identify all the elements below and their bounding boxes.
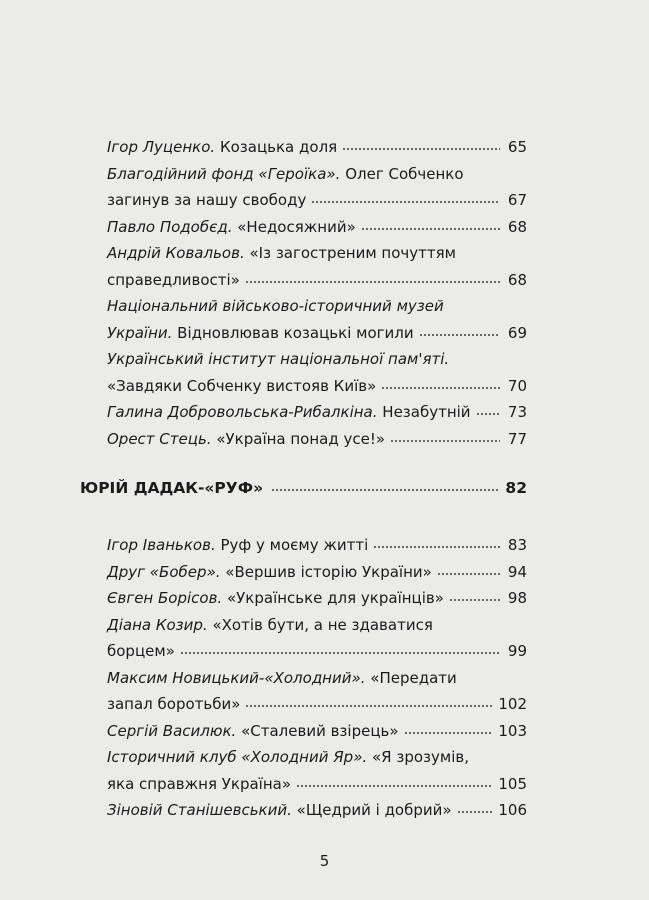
entry-title: Незабутній [377,403,471,421]
dot-leader [381,386,500,390]
dot-leader [437,572,500,576]
toc-entry [107,585,527,612]
entry-text [107,532,368,559]
toc-line [107,373,527,400]
entry-page-number: 94 [507,562,527,581]
entry-author: Галина Добровольська-Рибалкіна. [107,403,378,421]
toc-entry [107,559,527,586]
toc-line [107,267,527,294]
entry-author: Андрій Ковальов. [107,244,245,262]
toc-line [107,240,527,267]
toc-line [107,214,527,241]
entry-author: Зіновій Станішевський. [107,801,292,819]
entry-author: Євген Борісов. [107,589,223,607]
toc-entry [107,293,527,346]
toc-entry [107,665,527,718]
entry-text [107,585,444,612]
entry-title: запал боротьби» [107,695,241,713]
entry-text [107,293,444,320]
entry-text [107,612,433,639]
entry-title: Козацька доля [215,138,338,156]
toc-entry [107,718,527,745]
entry-page-number: 67 [507,191,527,209]
entry-author: Український інститут національної пам'яті. [107,350,450,368]
entry-text [107,399,471,426]
entry-page-number: 99 [507,642,527,660]
toc-entry [107,532,527,559]
entry-text [107,320,414,347]
toc-entry [107,744,527,797]
entry-title: Руф у моєму житті [215,536,369,554]
section-title: ЮРІЙ ДАДАК-«РУФ» [80,479,264,497]
entry-page-number: 70 [507,376,527,395]
toc-line [107,426,527,453]
entry-title: загинув за нашу свободу [107,191,307,209]
entry-author: Діана Козир. [107,615,208,634]
entry-text [107,426,385,453]
dot-leader [296,784,493,788]
entry-title: «Українське для українців» [222,589,444,607]
toc-line [107,161,527,188]
entry-page-number: 98 [507,589,527,607]
toc-line [107,559,527,586]
entry-author: Друг «Бобер». [107,562,221,581]
entry-text [107,240,456,267]
toc-entry [107,346,527,399]
toc-line [107,665,527,692]
entry-text [107,691,240,718]
entry-title: «Вершив історію України» [220,562,432,581]
toc-entry [107,240,527,293]
toc-line [107,771,527,798]
entry-page-number: 77 [507,429,527,448]
dot-leader [311,200,500,204]
toc-entry [107,612,527,665]
dot-leader [457,810,494,814]
toc-list-first [107,134,527,452]
entry-title: Відновлював козацькі могили [172,323,414,342]
dot-leader [245,280,500,284]
dot-leader [373,545,500,549]
toc-list-second [107,532,527,824]
entry-text [107,134,337,161]
entry-page-number: 103 [498,721,527,740]
entry-title: «Із загостреним почуттям [244,244,456,262]
entry-page-number: 69 [507,323,527,342]
entry-title: Олег Собченко [340,164,464,183]
entry-author: Павло Подобєд. [107,217,233,236]
entry-text [107,665,457,692]
toc-line [107,532,527,559]
toc-entry [107,797,527,824]
entry-text [107,797,452,824]
toc-section-heading [80,479,527,497]
entry-text [107,638,175,665]
entry-text [107,718,399,745]
entry-author: Благодійний фонд «Героїка». [107,164,341,183]
entry-text [107,346,449,373]
entry-text [107,214,356,241]
entry-title: «Хотів бути, а не здаватися [207,615,433,634]
entry-author: Історичний клуб «Холодний Яр». [107,748,368,766]
entry-title: борцем» [107,642,175,660]
entry-title: «Щедрий і добрий» [291,801,452,819]
entry-page-number: 105 [498,774,527,793]
toc-line [107,134,527,161]
dot-leader [245,704,493,708]
toc-line [107,187,527,214]
toc-line [107,718,527,745]
dot-leader [449,598,500,602]
entry-title: «Передати [365,668,457,687]
entry-text [107,161,464,188]
dot-leader [404,731,494,735]
toc-line [107,346,527,373]
toc-entry [107,426,527,453]
dot-leader [180,651,500,655]
entry-author: Ігор Луценко. [107,138,216,156]
entry-title: «Сталевий взірець» [236,721,399,740]
entry-page-number: 68 [507,217,527,236]
section-page-number: 82 [505,479,527,497]
toc-line [107,399,527,426]
toc-entry [107,161,527,214]
toc-entry [107,399,527,426]
dot-leader [476,412,500,416]
entry-title: яка справжня Україна» [107,774,292,793]
entry-page-number: 102 [498,695,527,713]
entry-title: «Недосяжний» [232,217,356,236]
entry-title: «Я зрозумів, [367,748,469,766]
entry-page-number: 83 [507,536,527,554]
toc-line [107,638,527,665]
dot-leader [419,333,500,337]
toc-line [107,797,527,824]
entry-text [107,559,432,586]
dot-leader [390,439,500,443]
entry-title: «Завдяки Собченку вистояв Київ» [107,376,377,395]
entry-text [107,267,240,294]
entry-page-number: 106 [498,801,527,819]
entry-text [107,187,306,214]
dot-leader [342,147,500,151]
toc-line [107,612,527,639]
entry-text [107,771,291,798]
entry-title: справедливості» [107,270,240,289]
toc-entry [107,214,527,241]
dot-leader [271,488,499,492]
toc-line [107,691,527,718]
entry-author: України. [107,323,173,342]
entry-author: Національний військово-історичний музей [107,297,444,315]
entry-author: Орест Стець. [107,429,212,448]
toc-line [107,320,527,347]
toc-line [107,585,527,612]
entry-page-number: 73 [507,403,527,421]
entry-text [107,373,376,400]
dot-leader [361,227,500,231]
toc-entry [107,134,527,161]
entry-author: Сергій Василюк. [107,721,237,740]
toc-line [107,744,527,771]
entry-page-number: 65 [507,138,527,156]
entry-text [107,744,469,771]
toc-line [107,293,527,320]
entry-author: Максим Новицький-«Холодний». [107,668,366,687]
entry-page-number: 68 [507,270,527,289]
entry-author: Ігор Іваньков. [107,536,216,554]
page-number: 5 [319,852,330,870]
entry-title: «Україна понад усе!» [211,429,386,448]
